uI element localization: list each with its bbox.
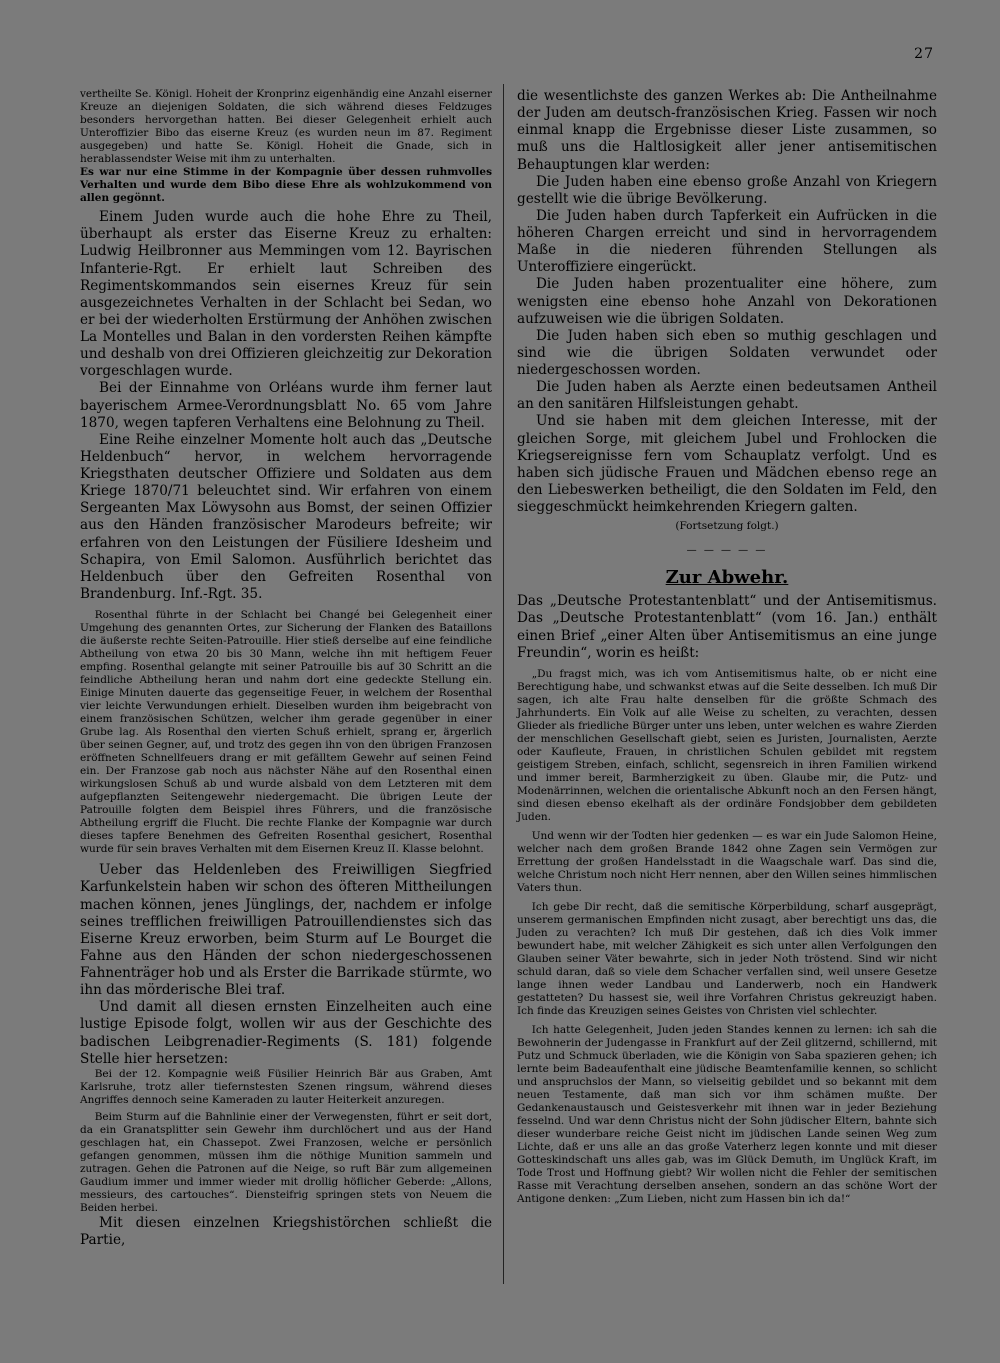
section-separator: — — — — —	[686, 545, 768, 557]
paragraph: Die Juden haben als Aerzte einen bedeutsamen Antheil an den sanitären Hilfsleistungen gehabt.	[517, 379, 937, 413]
paragraph: Und wenn wir der Todten hier gedenken — es war ein Jude Salomon Heine, welcher nach dem großen Brande 1842 ohne Zagen sein Vermögen zur Errettung der großen Handelsstadt in die Waagschale warf. Das sind die, welche Christum noch nicht Herr nennen, aber den Willen seines himmlischen Vaters thun.	[517, 829, 937, 895]
left-column	[80, 88, 492, 1249]
paragraph: Es war nur eine Stimme in der Kompagnie über dessen ruhmvolles Verhalten und wurde dem Bibo diese Ehre als wohlzukommend von allen gegönnt.	[80, 166, 492, 205]
paragraph: Mit diesen einzelnen Kriegshistörchen schließt die Partie,	[80, 1214, 492, 1249]
paragraph: Rosenthal führte in der Schlacht bei Changé bei Gelegenheit einer Umgehung des genannten Ortes, zur Sicherung der Flanken des Bataillons die äußerste rechte Seiten-Patrouille. Hier stieß derselbe auf eine feindliche Abtheilung von etwa 20 bis 30 Mann, welche ihn mit heftigem Feuer empfing. Rosenthal gelangte mit seiner Patrouille bis auf 30 Schritt an die feindliche Abtheilung heran und nahm dort eine gedeckte Stellung ein. Einige Minuten dauerte das gegenseitige Feuer, in welchem der Rosenthal vier leichte Verwundungen erhielt. Dieselben wurden ihm beigebracht von einem französischen Schützen, welcher ihm gerade gegenüber in einer Grube lag. Als Rosenthal den vierten Schuß erhielt, sprang er, ärgerlich über seinen Gegner, auf, und trotz des gegen ihn von den übrigen Franzosen eröffneten Schnellfeuers drang er mit gefälltem Gewehr auf seinen Feind ein. Der Franzose gab noch aus nächster Nähe auf den Rosenthal einen wirkungslosen Schuß ab und wurde alsbald von dem Letzteren mit dem aufgepflanzten Seitengewehr niedergemacht. Die übrigen Leute der Patrouille folgten dem Beispiel ihres Führers, und die französische Abtheilung ergriff die Flucht. Die rechte Flanke der Kompagnie war durch dieses tapfere Benehmen des Gefreiten Rosenthal gesichert, Rosenthal wurde für sein braves Verhalten mit dem Eisernen Kreuz II. Klasse belohnt.	[80, 609, 492, 856]
paragraph: (Fortsetzung folgt.)	[675, 520, 779, 533]
paragraph: „Du fragst mich, was ich vom Antisemitismus halte, ob er nicht eine Berechtigung habe, und schwankst etwas auf die Seite desselben. Ich muß Dir sagen, ich alte Frau halte denselben für die größte Schmach des Jahrhunderts. Ein Volk auf alle Weise zu schelten, zu verachten, dessen Glieder als friedliche Bürger unter uns leben, unter welchen es wahre Zierden der menschlichen Gesellschaft giebt, seien es Juristen, Journalisten, Aerzte oder Kaufleute, Frauen, in christlichen Schulen gebildet mit regstem geistigem Streben, einfach, schlicht, segensreich in ihren Familien wirkend und immer bereit, Barmherzigkeit zu üben. Glaube mir, die Putz- und Modenärrinnen, welchen die orientalische Abkunft noch an den Fersen hängt, sind diesen ebenso ekelhaft als der ordinäre Fondsjobber dem gebildeten Juden.	[517, 667, 937, 823]
paragraph: Ueber das Heldenleben des Freiwilligen Siegfried Karfunkelstein haben wir schon des öfteren Mittheilungen machen können, jenes Jünglings, der, nachdem er infolge seines trefflichen freiwilligen Patrouillendienstes sich das Eiserne Kreuz erworben, beim Sturm auf Le Bourget die Fahne aus den Händen der schon niedergeschossenen Fahnenträger hob und als Erster die Barrikade stürmte, wo ihn das mörderische Blei traf.	[80, 862, 492, 999]
page-number: 27	[914, 46, 934, 62]
paragraph: die wesentlichste des ganzen Werkes ab: Die Antheilnahme der Juden am deutsch-französischen Krieg. Fassen wir noch einmal knapp die Ergebnisse dieser Liste zusammen, so muß uns die Haltlosigkeit aller jener antisemitischen Behauptungen klar werden:	[517, 88, 937, 173]
paragraph: Einem Juden wurde auch die hohe Ehre zu Theil, überhaupt als erster das Eiserne Kreuz zu erhalten: Ludwig Heilbronner aus Memmingen vom 12. Bayrischen Infanterie-Rgt. Er erhielt laut Schreiben des Regimentskommandos sein eisernes Kreuz für sein ausgezeichnetes Verhalten in der Schlacht bei Sedan, wo er bei der wiederholten Erstürmung der Anhöhen zwischen La Montelles und Balan in den vordersten Reihen kämpfte und deshalb von drei Offizieren gleichzeitig zur Dekoration vorgeschlagen wurde.	[80, 209, 492, 380]
paragraph: Beim Sturm auf die Bahnlinie einer der Verwegensten, führt er seit dort, da ein Granatsplitter sein Gewehr ihm durchlöchert und aus der Hand geschlagen hat, ein Chassepot. Zwei Franzosen, welche er persönlich gefangen genommen, müssen ihm die nöthige Munition sammeln und zutragen. Gehen die Patronen auf die Neige, so ruft Bär zum allgemeinen Gaudium immer und immer wieder mit drollig höflicher Geberde: „Allons, messieurs, des cartouches“. Diensteifrig springen stets von Neuem die Beiden herbei.	[80, 1110, 492, 1214]
paragraph: Und damit all diesen ernsten Einzelheiten auch eine lustige Episode folgt, wollen wir aus der Geschichte des badischen Leibgrenadier-Regiments (S. 181) folgende Stelle hier hersetzen:	[80, 999, 492, 1067]
paragraph: vertheilte Se. Königl. Hoheit der Kronprinz eigenhändig eine Anzahl eiserner Kreuze an diejenigen Soldaten, die sich während dieses Feldzuges besonders hervorgethan hatten. Bei dieser Gelegenheit erhielt auch Unteroffizier Bibo das eiserne Kreuz (es wurden neun im 87. Regiment ausgegeben) und hatte Se. Königl. Hoheit die Gnade, sich in herablassendster Weise mit ihm zu unterhalten.	[80, 88, 492, 166]
paragraph: Ich hatte Gelegenheit, Juden jeden Standes kennen zu lernen: ich sah die Bewohnerin der Judengasse in Frankfurt auf der Zeil glitzernd, schillernd, mit Putz und Schmuck überladen, wie die Königin von Saba spazieren gehen; ich lernte beim Badeaufenthalt eine jüdische Beamtenfamilie kennen, so schlicht und anspruchslos der Mann, so vielseitig gebildet und so bekannt mit dem neuen Testamente, daß man sich vor ihm schämen mußte. Der Gedankenaustausch und Geistesverkehr mit ihnen war in jeder Beziehung fesselnd. Und war denn Christus nicht der Sohn jüdischer Eltern, bahnte sich dieser wunderbare reiche Geist nicht im jüdischen Lande seinen Weg zum Lichte, daß er uns alle an das große Vaterherz legen konnte und mit dieser Gotteskindschaft uns alles gab, was im Glück Demuth, im Unglück Kraft, im Tode Trost und Hoffnung giebt? Wir wollen nicht die Fehler der semitischen Rasse mit Verachtung derselben ansehen, sondern an das schöne Wort der Antigone denken: „Zum Lieben, nicht zum Hassen bin ich da!“	[517, 1024, 937, 1206]
paragraph: Die Juden haben sich eben so muthig geschlagen und sind wie die übrigen Soldaten verwundet oder niedergeschossen worden.	[517, 327, 937, 378]
section-headline: Zur Abwehr.	[665, 567, 789, 589]
paragraph: Die Juden haben durch Tapferkeit ein Aufrücken in die höheren Chargen erreicht und sind in hervorragendem Maße in die niederen führenden Stellungen als Unteroffiziere eingerückt.	[517, 207, 937, 276]
paragraph: Die Juden haben eine ebenso große Anzahl von Kriegern gestellt wie die übrige Bevölkerung.	[517, 173, 937, 207]
paragraph: Eine Reihe einzelner Momente holt auch das „Deutsche Heldenbuch“ hervor, in welchem hervorragende Kriegsthaten deutscher Offiziere und Soldaten aus dem Kriege 1870/71 beleuchtet sind. Wir erfahren von einem Sergeanten Max Löwysohn aus Bomst, der seinen Offizier aus den Händen französischer Marodeurs befreite; wir erfahren von den Leistungen der Füsiliere Idesheim und Schapira, von Emil Salomon. Ausführlich berichtet das Heldenbuch über den Gefreiten Rosenthal von Brandenburg. Inf.-Rgt. 35.	[80, 431, 492, 602]
paragraph: Bei der Einnahme von Orléans wurde ihm ferner laut bayerischem Armee-Verordnungsblatt No. 65 vom Jahre 1870, wegen tapferen Verhaltens eine Belohnung zu Theil.	[80, 380, 492, 431]
paragraph: Bei der 12. Kompagnie weiß Füsilier Heinrich Bär aus Graben, Amt Karlsruhe, trotz aller tiefernstesten Szenen ringsum, während dieses Angriffes dennoch seine Kameraden zu lauter Heiterkeit anzuregen.	[80, 1067, 492, 1106]
paragraph: Das „Deutsche Protestantenblatt“ und der Antisemitismus. Das „Deutsche Protestantenblatt“ (vom 16. Jan.) enthält einen Brief „einer Alten über Antisemitismus an eine junge Freundin“, worin es heißt:	[517, 593, 937, 661]
paragraph: Und sie haben mit dem gleichen Interesse, mit der gleichen Sorge, mit gleichem Jubel und Frohlocken die Kriegsereignisse fern vom Schauplatz verfolgt. Und es haben sich jüdische Frauen und Mädchen ebenso rege an den Liebeswerken betheiligt, die den Soldaten im Feld, den sieggeschmückt heimkehrenden Kriegern galten.	[517, 413, 937, 515]
paragraph: Ich gebe Dir recht, daß die semitische Körperbildung, scharf ausgeprägt, unserem germanischen Empfinden nicht zusagt, aber berechtigt uns das, die Juden zu verachten? Ich muß Dir gestehen, daß ich dies Volk immer bewundert habe, mit welcher Zähigkeit es sich unter allen Verfolgungen den Glauben seiner Väter bewahrte, sich in jeder Noth tröstend. Sind wir nicht schuld daran, daß so viele dem Schacher verfallen sind, weil unsere Gesetze lange ihnen weder Landbau und Landerwerb, noch ein Handwerk gestatteten? Du hassest sie, weil ihre Vorfahren Christus gekreuzigt haben. Ich finde das Kreuzigen seines Geistes von Christen viel schlechter.	[517, 901, 937, 1018]
column-divider	[503, 84, 504, 1284]
paragraph: Die Juden haben prozentualiter eine höhere, zum wenigsten eine ebenso hohe Anzahl von Dekorationen aufzuweisen wie die übrigen Soldaten.	[517, 276, 937, 327]
right-column	[517, 88, 937, 1206]
